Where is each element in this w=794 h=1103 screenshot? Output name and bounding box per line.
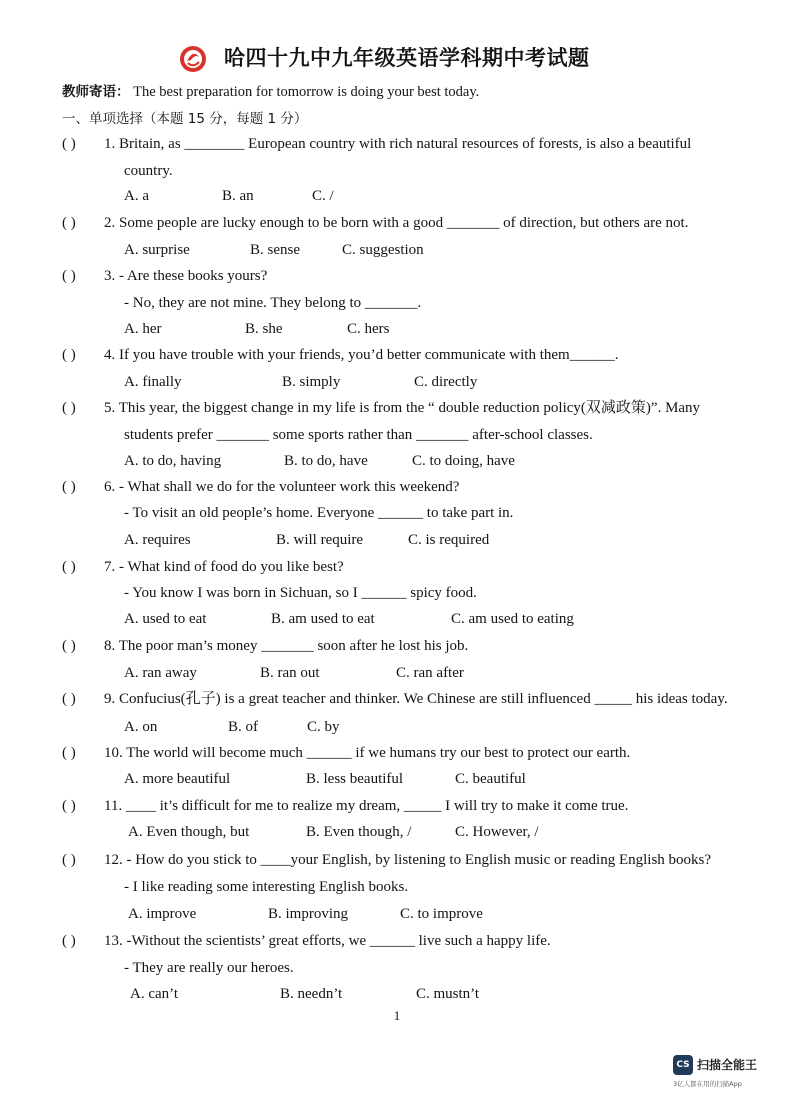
answer-option: A. requires: [124, 532, 191, 548]
question-stem: 3. - Are these books yours?: [104, 268, 268, 284]
answer-option: A. finally: [124, 374, 182, 390]
answer-option: B. improving: [268, 906, 349, 922]
answer-option: C. beautiful: [455, 771, 526, 787]
answer-option: A. a: [124, 188, 149, 204]
question-stem: 12. - How do you stick to ____your English, by listening to English music or reading English books?: [104, 852, 712, 868]
scanner-tagline: 3亿人都在用的扫描App: [673, 1080, 742, 1088]
answer-option: B. will require: [276, 532, 364, 548]
answer-bracket[interactable]: ( ): [62, 215, 76, 231]
answer-option: A. used to eat: [124, 611, 207, 627]
answer-bracket[interactable]: ( ): [62, 691, 76, 707]
answer-option: C. ran after: [396, 665, 464, 681]
question-stem: 1. Britain, as ________ European country with rich natural resources of forests, is also a beautiful: [104, 136, 692, 152]
answer-option: B. an: [222, 188, 254, 204]
answer-bracket[interactable]: ( ): [62, 268, 76, 284]
answer-option: A. her: [124, 321, 162, 337]
answer-option: B. less beautiful: [306, 771, 404, 787]
page-title: 哈四十九中九年级英语学科期中考试题: [224, 46, 590, 70]
answer-option: B. simply: [282, 374, 341, 390]
question-line: - No, they are not mine. They belong to _______.: [124, 295, 422, 311]
answer-option: B. of: [228, 719, 258, 735]
answer-bracket[interactable]: ( ): [62, 347, 76, 363]
scanner-logo-icon: CS: [673, 1055, 693, 1075]
answer-bracket[interactable]: ( ): [62, 400, 76, 416]
question-line: - They are really our heroes.: [124, 960, 294, 976]
question-stem: 4. If you have trouble with your friends, you’d better communicate with them______.: [104, 347, 619, 363]
answer-option: C. hers: [347, 321, 390, 337]
teacher-motto: [62, 80, 479, 101]
answer-option: A. ran away: [124, 665, 197, 681]
answer-bracket[interactable]: ( ): [62, 798, 76, 814]
answer-option: A. Even though, but: [128, 824, 250, 840]
question-line: students prefer _______ some sports rather than _______ after-school classes.: [124, 427, 593, 443]
page-number: 1: [393, 1008, 401, 1023]
answer-option: B. am used to eat: [271, 611, 375, 627]
answer-option: B. ran out: [260, 665, 320, 681]
answer-option: A. on: [124, 719, 158, 735]
question-line: - I like reading some interesting English books.: [124, 879, 409, 895]
answer-option: C. to improve: [400, 906, 483, 922]
answer-option: C. /: [312, 188, 334, 204]
question-stem: 13. -Without the scientists’ great efforts, we ______ live such a happy life.: [104, 933, 551, 949]
answer-option: A. more beautiful: [124, 771, 231, 787]
answer-bracket[interactable]: ( ): [62, 559, 76, 575]
answer-option: B. she: [245, 321, 283, 337]
answer-option: A. surprise: [124, 242, 190, 258]
answer-option: B. needn’t: [280, 986, 343, 1002]
answer-option: B. Even though, /: [306, 824, 412, 840]
question-stem: 6. - What shall we do for the volunteer work this weekend?: [104, 479, 460, 495]
answer-bracket[interactable]: ( ): [62, 933, 76, 949]
question-stem: 9. Confucius(孔子) is a great teacher and thinker. We Chinese are still influenced _____ his ideas today.: [104, 691, 728, 707]
answer-option: C. mustn’t: [416, 986, 480, 1002]
motto-text: The best preparation for tomorrow is doing your best today.: [133, 84, 480, 100]
school-logo-icon: [178, 44, 208, 74]
question-stem: 5. This year, the biggest change in my life is from the “ double reduction policy(双减政策)”. Many: [104, 400, 701, 416]
answer-option: C. is required: [408, 532, 490, 548]
answer-bracket[interactable]: ( ): [62, 136, 76, 152]
header: [0, 42, 794, 76]
answer-option: C. to doing, have: [412, 453, 515, 469]
answer-option: B. to do, have: [284, 453, 368, 469]
section-title: 一、单项选择（本题 15 分，每题 1 分）: [62, 111, 308, 127]
answer-bracket[interactable]: ( ): [62, 479, 76, 495]
answer-option: A. improve: [128, 906, 197, 922]
answer-option: C. suggestion: [342, 242, 424, 258]
question-stem: 8. The poor man’s money _______ soon after he lost his job.: [104, 638, 469, 654]
question-stem: 2. Some people are lucky enough to be born with a good _______ of direction, but others are not.: [104, 215, 689, 231]
answer-option: A. to do, having: [124, 453, 222, 469]
answer-option: B. sense: [250, 242, 300, 258]
answer-bracket[interactable]: ( ): [62, 638, 76, 654]
scanner-watermark: [673, 1055, 783, 1095]
question-stem: 7. - What kind of food do you like best?: [104, 559, 344, 575]
question-line: - You know I was born in Sichuan, so I ______ spicy food.: [124, 585, 477, 601]
question-stem: 10. The world will become much ______ if we humans try our best to protect our earth.: [104, 745, 631, 761]
answer-option: C. am used to eating: [451, 611, 574, 627]
answer-bracket[interactable]: ( ): [62, 852, 76, 868]
scanner-name: 扫描全能王: [697, 1058, 758, 1072]
question-line: country.: [124, 163, 173, 179]
answer-option: C. by: [307, 719, 340, 735]
question-stem: 11. ____ it’s difficult for me to realize my dream, _____ I will try to make it come true.: [104, 798, 629, 814]
answer-bracket[interactable]: ( ): [62, 745, 76, 761]
answer-option: C. directly: [414, 374, 478, 390]
question-line: - To visit an old people’s home. Everyone ______ to take part in.: [124, 505, 514, 521]
answer-option: C. However, /: [455, 824, 539, 840]
motto-label: 教师寄语：: [62, 84, 130, 100]
answer-option: A. can’t: [130, 986, 179, 1002]
